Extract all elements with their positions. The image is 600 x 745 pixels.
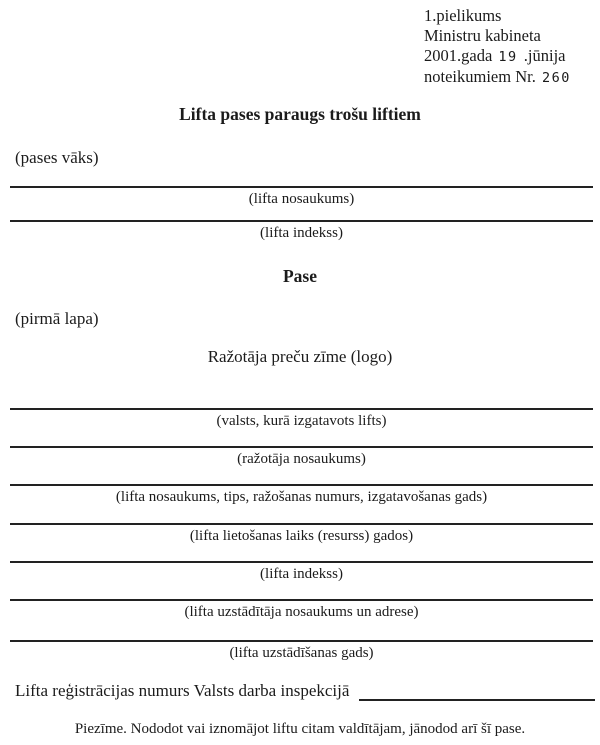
- field-lift-type: [10, 484, 593, 506]
- first-page-note: (pirmā lapa): [15, 309, 99, 328]
- logo-caption: Ražotāja preču zīme (logo): [207, 347, 393, 366]
- field-lift-index: [10, 220, 593, 242]
- field-caption: (valsts, kurā izgatavots lifts): [216, 413, 387, 429]
- annex-line: [424, 67, 573, 88]
- footnote: Piezīme. Nododot vai iznomājot liftu citam valdītājam, jānodod arī šī pase.: [74, 721, 526, 737]
- field-lift-index-2: [10, 561, 593, 583]
- field-lift-name: [10, 186, 593, 208]
- field-caption: (ražotāja nosaukums): [237, 451, 366, 467]
- field-installation-year: [10, 640, 593, 662]
- field-country: [10, 408, 593, 430]
- annex-date-prefix: 2001.gada: [424, 46, 493, 65]
- annex-number-prefix: noteikumiem Nr.: [424, 67, 536, 86]
- annex-line: Ministru kabineta: [424, 26, 541, 45]
- annex-filled-number: 260: [541, 70, 571, 86]
- field-caption: (lifta nosaukums): [248, 191, 355, 207]
- registration-label: Lifta reģistrācijas numurs Valsts darba inspekcijā: [15, 681, 350, 700]
- annex-filled-day: 19: [498, 49, 518, 65]
- field-installer: [10, 599, 593, 621]
- registration-row: [15, 681, 595, 701]
- field-service-life: [10, 523, 593, 545]
- field-caption: (lifta indekss): [260, 225, 343, 241]
- annex-date-suffix: .jūnija: [523, 46, 566, 65]
- registration-fill-line: [359, 681, 595, 701]
- field-manufacturer: [10, 446, 593, 468]
- field-caption: (lifta lietošanas laiks (resurss) gados): [189, 528, 414, 544]
- annex-reference: [424, 6, 573, 88]
- document-title: Lifta pases paraugs trošu liftiem: [179, 104, 421, 124]
- field-caption: (lifta indekss): [260, 566, 343, 582]
- annex-line: [424, 46, 573, 67]
- cover-note: (pases vāks): [15, 148, 99, 167]
- pase-heading: Pase: [282, 266, 318, 286]
- annex-line: 1.pielikums: [424, 6, 502, 25]
- field-caption: (lifta nosaukums, tips, ražošanas numurs, izgatavošanas gads): [115, 489, 488, 505]
- field-caption: (lifta uzstādīšanas gads): [229, 645, 374, 661]
- field-caption: (lifta uzstādītāja nosaukums un adrese): [184, 604, 419, 620]
